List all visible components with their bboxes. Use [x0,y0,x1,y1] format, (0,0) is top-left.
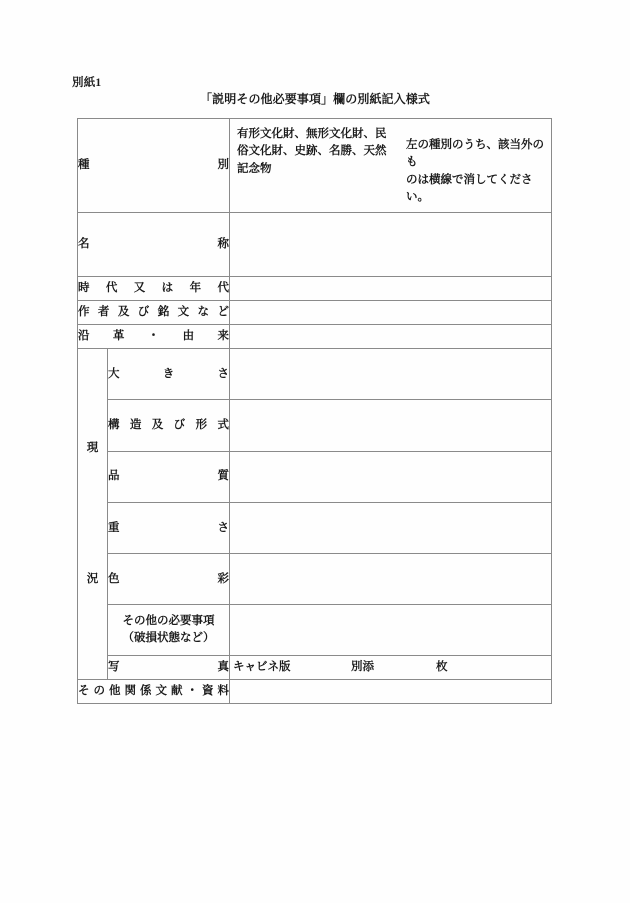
row-label-kind [78,119,230,213]
row-value-author[interactable] [230,301,552,325]
row-label-history-char-1: 革 [112,330,125,343]
table-row-kind [78,119,552,213]
row-label-history-char-3: 由 [182,330,195,343]
row-label-history-char-2: ・ [147,330,160,343]
row-label-references-char-9: 料 [217,685,229,698]
row-value-size[interactable] [230,349,552,400]
row-label-author-char-3: び [137,306,150,319]
row-label-structure [108,400,230,451]
table-row-other-notes [78,605,552,655]
table-row-name [78,213,552,277]
row-label-condition-vertical [78,349,108,680]
row-label-references-char-0: そ [78,685,90,698]
row-label-photo-first: 写 [108,661,120,674]
row-label-references-char-3: 関 [124,685,136,698]
row-label-references-char-5: 文 [155,685,167,698]
row-label-color-char-1: 彩 [217,573,229,585]
row-label-author-char-0: 作 [78,306,90,319]
row-value-name[interactable] [230,213,552,277]
row-label-size-char-0: 大 [108,367,120,380]
row-label-color-char-0: 色 [108,573,120,585]
row-label-references-char-8: 資 [202,685,214,698]
condition-label-top: 現 [86,441,99,454]
row-label-color [108,554,230,605]
photo-attached-label: 別添 [351,661,374,674]
table-row-era [78,277,552,301]
row-value-photo[interactable] [230,655,552,679]
row-label-photo [108,655,230,679]
row-label-kind-first: 種 [78,159,90,172]
row-label-era-char-2: 又 [133,282,146,295]
row-label-era-char-1: 代 [105,282,118,295]
photo-count-unit-label: 枚 [436,661,448,674]
table-row-photo [78,655,552,679]
row-label-references [78,680,230,704]
row-label-weight-char-0: 重 [108,521,120,534]
row-value-references[interactable] [230,680,552,704]
row-label-name-last: 称 [217,238,229,251]
row-label-structure-char-5: 式 [217,419,229,432]
kind-instruction-note [400,126,547,206]
condition-label-bottom: 況 [86,572,99,585]
row-label-quality-char-0: 品 [108,470,120,483]
row-label-history-char-4: 来 [217,330,229,343]
row-value-era[interactable] [230,277,552,301]
photo-size-label: キャビネ版 [233,661,291,674]
row-label-kind-last: 別 [217,159,229,172]
row-label-quality-char-1: 質 [217,470,229,483]
row-value-weight[interactable] [230,502,552,553]
row-label-other-notes-line-1: その他の必要事項 [122,615,215,628]
kind-category-line-2: 俗文化財、史跡、名勝、天然 [237,145,387,158]
row-label-structure-char-2: 及 [151,419,164,432]
row-label-era-char-3: は [161,282,174,295]
row-label-era-char-5: 代 [217,282,229,295]
row-label-era [78,277,230,301]
row-label-author [78,301,230,325]
row-label-weight [108,502,230,553]
row-label-photo-last: 真 [217,661,229,674]
row-label-structure-char-1: 造 [129,419,142,432]
row-label-author-char-4: 銘 [157,306,170,319]
row-label-references-char-2: 他 [109,685,121,698]
row-label-references-char-1: の [93,685,105,698]
cultural-property-form-table [77,118,552,704]
row-label-author-char-1: 者 [97,306,110,319]
row-label-era-char-0: 時 [78,282,90,295]
kind-note-line-1: 左の種別のうち、該当外のも [406,139,544,169]
row-label-weight-char-1: さ [217,521,229,534]
row-label-author-char-2: 及 [117,306,130,319]
row-label-name [78,213,230,277]
table-row-references [78,680,552,704]
row-label-other-notes-line-2: （破損状態など） [122,632,215,645]
row-label-structure-char-3: び [173,419,186,432]
kind-category-line-1: 有形文化財、無形文化財、民 [237,128,387,140]
row-value-quality[interactable] [230,451,552,502]
row-value-structure[interactable] [230,400,552,451]
page-title: 「説明その他必要事項」欄の別紙記入様式 [200,92,430,106]
row-label-other-notes [108,605,230,655]
row-label-structure-char-0: 構 [108,419,120,432]
table-row-author [78,301,552,325]
row-label-author-char-7: ど [217,306,229,319]
table-row-quality [78,451,552,502]
row-value-color[interactable] [230,554,552,605]
row-value-other-notes[interactable] [230,605,552,655]
row-label-author-char-6: な [197,306,210,319]
row-label-references-char-6: 献 [171,685,183,698]
row-label-author-char-5: 文 [177,306,190,319]
table-row-structure [78,400,552,451]
table-row-history [78,325,552,349]
row-value-history[interactable] [230,325,552,349]
row-label-references-char-4: 係 [140,685,152,698]
kind-category-list [234,126,400,178]
row-value-kind[interactable] [230,119,552,213]
row-label-era-char-4: 年 [189,282,202,295]
row-label-quality [108,451,230,502]
row-label-references-char-7: ・ [186,685,198,698]
row-label-history [78,325,230,349]
kind-note-line-2: のは横線で消してください。 [406,173,533,203]
document-number-label: 別紙1 [72,77,102,89]
row-label-history-char-0: 沿 [78,330,90,343]
row-label-size-char-2: さ [217,367,229,380]
row-label-name-first: 名 [78,238,90,251]
row-label-structure-char-4: 形 [195,419,208,432]
table-row-size [78,349,552,400]
kind-category-line-3: 記念物 [237,162,272,175]
row-label-size-char-1: き [162,367,175,380]
table-row-color [78,554,552,605]
row-label-size [108,349,230,400]
table-row-weight [78,502,552,553]
